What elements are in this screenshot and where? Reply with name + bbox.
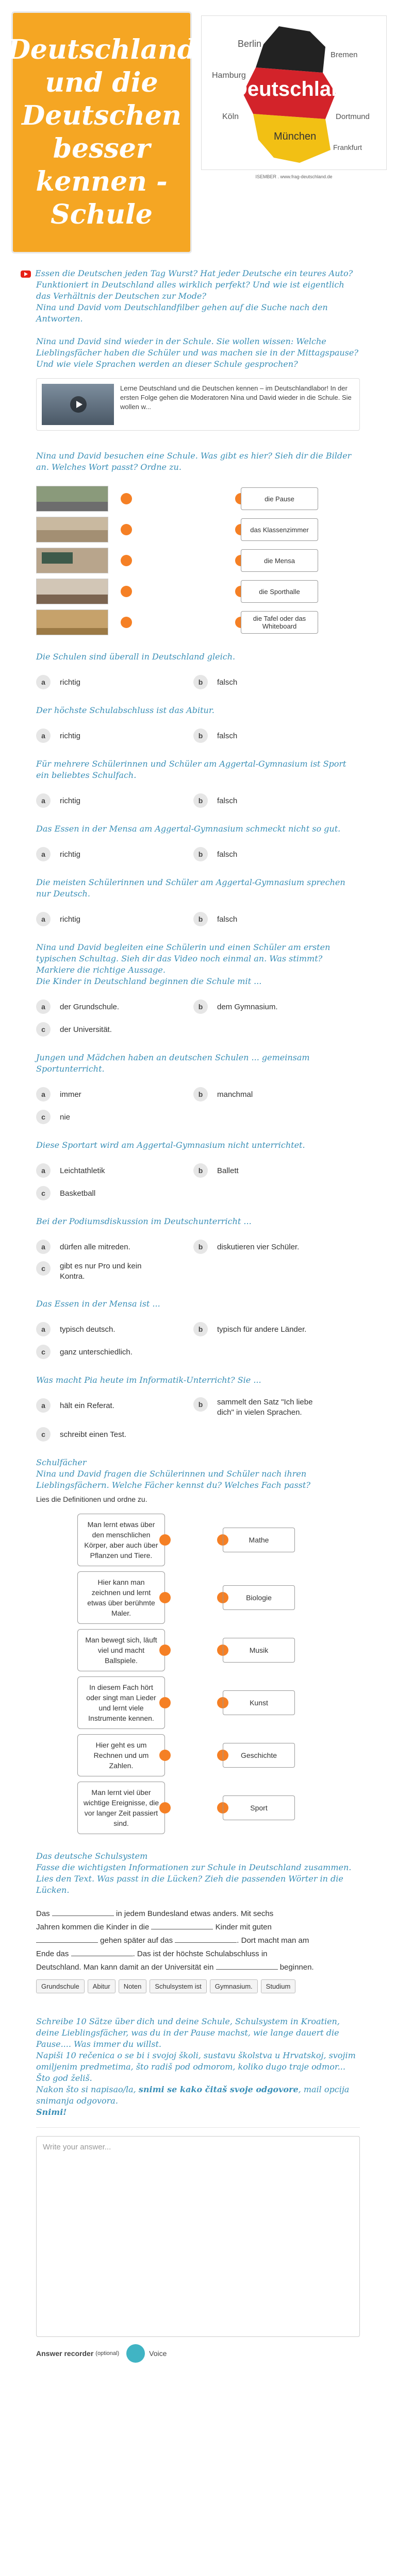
question-instruction: Nina und David begleiten eine Schülerin und einen Schüler am ersten typischen Schultag. Sieh dir das Video noch einmal an. Was stimmt? Markiere die richtige Aussage.	[36, 942, 331, 975]
option-c[interactable]	[36, 1341, 193, 1363]
option-text: dürfen alle mitreden.	[60, 1242, 130, 1251]
question-prompt: Diese Sportart wird am Aggertal-Gymnasium nicht unterrichtet.	[36, 1140, 305, 1150]
option-text: falsch	[217, 914, 238, 924]
writing-note-bold: snimi se kako čitaš svoje odgovore	[138, 2084, 299, 2094]
connector-dot[interactable]	[159, 1534, 171, 1546]
answer-option[interactable]: die Pause	[241, 487, 318, 510]
answer-recorder	[36, 2344, 360, 2363]
option-b[interactable]	[193, 1235, 351, 1258]
cloze-fragment: Kinder mit guten	[215, 1923, 272, 1931]
definition-row	[36, 1734, 360, 1776]
cloze-heading: Das deutsche Schulsystem	[36, 1851, 148, 1861]
definition-box[interactable]: Hier geht es um Rechnen und um Zahlen.	[77, 1734, 165, 1776]
option-letter: b	[193, 1087, 208, 1101]
option-letter: a	[36, 793, 51, 808]
question-prompt: Was macht Pia heute im Informatik-Unterricht? Sie ...	[36, 1375, 261, 1385]
gap-slot[interactable]	[216, 1961, 278, 1970]
youtube-icon	[21, 270, 31, 278]
answer-option[interactable]: die Tafel oder das Whiteboard	[241, 611, 318, 634]
definition-box[interactable]: Hier kann man zeichnen und lernt etwas über berühmte Maler.	[77, 1571, 165, 1624]
question-6	[0, 942, 396, 1041]
connector-dot[interactable]	[121, 555, 132, 566]
option-letter: b	[193, 793, 208, 808]
option-letter: a	[36, 1322, 51, 1336]
subject-option[interactable]: Geschichte	[223, 1743, 295, 1768]
title-card	[7, 11, 196, 253]
option-letter: a	[36, 675, 51, 689]
option-text: richtig	[60, 914, 81, 924]
question-11	[0, 1375, 396, 1446]
option-c[interactable]	[36, 1106, 193, 1128]
video-thumbnail[interactable]	[42, 384, 114, 425]
canteen-photo	[36, 579, 108, 604]
option-a[interactable]	[36, 1318, 193, 1341]
option-letter: b	[193, 1163, 208, 1178]
writing-question	[0, 2016, 396, 2363]
match-row	[36, 485, 360, 512]
option-letter: b	[193, 728, 208, 743]
cloze-fragment: beginnen.	[279, 1963, 314, 1972]
connector-dot[interactable]	[159, 1592, 171, 1603]
question-1	[0, 651, 396, 693]
image-credit: ISEMBER . www.frag-deutschland.de	[255, 174, 333, 179]
writing-note: Nakon što si napisao/la,	[36, 2084, 139, 2094]
question-9	[0, 1216, 396, 1287]
answer-option[interactable]: das Klassenzimmer	[241, 518, 318, 541]
intro-task: Nina und David vom Deutschlandfilber gehen auf die Suche nach den Antworten.	[36, 302, 328, 324]
word-cloud-main-word: Deutschland	[232, 78, 357, 100]
draggable-word[interactable]: Grundschule	[36, 1979, 85, 1993]
germany-word-cloud-image	[201, 15, 387, 170]
option-letter: c	[36, 1022, 51, 1037]
option-letter: a	[36, 912, 51, 926]
classroom-photo	[36, 548, 108, 573]
word-cloud-word: Bremen	[331, 50, 358, 59]
subject-option[interactable]: Kunst	[223, 1690, 295, 1715]
option-text: richtig	[60, 850, 81, 859]
question-prompt: Der höchste Schulabschluss ist das Abitur.	[36, 705, 214, 715]
option-text: Leichtathletik	[60, 1166, 105, 1175]
option-text: falsch	[217, 796, 238, 805]
connector-dot[interactable]	[121, 493, 132, 504]
connector-dot[interactable]	[159, 1645, 171, 1656]
gap-slot[interactable]	[175, 1935, 237, 1943]
option-letter: b	[193, 847, 208, 861]
connector-dot[interactable]	[159, 1750, 171, 1761]
draggable-word[interactable]: Noten	[119, 1979, 147, 1993]
definition-box[interactable]: Man lernt viel über wichtige Ereignisse, die vor langer Zeit passiert sind.	[77, 1782, 165, 1834]
cloze-text	[36, 1907, 360, 1974]
subjects-heading: Schulfächer	[36, 1458, 87, 1467]
definition-row	[36, 1514, 360, 1566]
word-cloud-word: Köln	[222, 112, 239, 121]
voice-label: Voice	[149, 2349, 167, 2358]
option-b[interactable]	[193, 1159, 351, 1182]
option-text: dem Gymnasium.	[217, 1002, 278, 1011]
header	[0, 0, 396, 268]
writing-instruction-croatian: Napiši 10 rečenica o se bi i svojoj školi, sustavu školstva u Hrvatskoj, svojim omiljenim predmetima, što radiš pod odmorom, koliko dugo traje odmor... Što god želiš.	[36, 2050, 356, 2083]
cloze-fragment: in jedem Bundesland etwas anders. Mit sechs	[116, 1909, 274, 1918]
option-letter: b	[193, 1322, 208, 1336]
gap-slot[interactable]	[52, 1908, 114, 1916]
writing-instruction: Schreibe 10 Sätze über dich und deine Schule, Schulsystem in Kroatien, deine Lieblingsfächer, was du in der Pause machst, wie lange dauert die Pause.... Was immer du willst.	[36, 2016, 340, 2049]
option-text: falsch	[217, 731, 238, 740]
cloze-instruction: Fasse die wichtigsten Informationen zur Schule in Deutschland zusammen. Lies den Text. Was passt in die Lücken? Zieh die passenden Wörter in die Lücken.	[36, 1862, 352, 1895]
option-a[interactable]	[36, 1083, 193, 1106]
microphone-icon[interactable]	[126, 2344, 145, 2363]
option-c[interactable]	[36, 1423, 193, 1446]
option-b[interactable]	[193, 1318, 351, 1341]
option-text: sammelt den Satz "Ich liebe dich" in vielen Sprachen.	[217, 1398, 313, 1417]
schoolyard-photo	[36, 486, 108, 512]
option-text: richtig	[60, 796, 81, 805]
question-3	[0, 758, 396, 812]
option-text: immer	[60, 1090, 81, 1099]
play-icon[interactable]	[70, 396, 87, 413]
definition-row	[36, 1571, 360, 1624]
option-text: richtig	[60, 731, 81, 740]
definition-box[interactable]: Man lernt etwas über den menschlichen Körper, aber auch über Pflanzen und Tiere.	[77, 1514, 165, 1566]
option-a[interactable]	[36, 995, 193, 1018]
option-a[interactable]	[36, 724, 193, 747]
option-text: Ballett	[217, 1166, 239, 1175]
question-prompt: Die Kinder in Deutschland beginnen die Schule mit ...	[36, 976, 262, 986]
option-b[interactable]	[193, 843, 351, 866]
draggable-word[interactable]: Studium	[261, 1979, 296, 1993]
match-images-question	[0, 450, 396, 636]
option-letter: a	[36, 847, 51, 861]
option-a[interactable]	[36, 789, 193, 812]
answer-option[interactable]: die Mensa	[241, 549, 318, 572]
option-letter: a	[36, 1240, 51, 1254]
option-text: schreibt einen Test.	[60, 1430, 126, 1439]
option-text: der Grundschule.	[60, 1002, 120, 1011]
question-7	[0, 1052, 396, 1128]
option-text: manchmal	[217, 1090, 253, 1099]
intro-section	[0, 268, 396, 325]
option-letter: b	[193, 999, 208, 1014]
connector-dot[interactable]	[121, 617, 132, 628]
option-b[interactable]	[193, 908, 351, 930]
video-section	[0, 336, 396, 431]
option-c[interactable]	[36, 1182, 193, 1205]
word-bank	[36, 1979, 360, 1993]
subject-option[interactable]: Biologie	[223, 1585, 295, 1610]
cloze-fragment: . Dort macht man am	[237, 1936, 309, 1945]
question-8	[0, 1140, 396, 1205]
word-cloud-word: Frankfurt	[333, 143, 362, 151]
option-a[interactable]	[36, 908, 193, 930]
cloze-fragment: . Das ist der höchste Schulabschluss in	[133, 1950, 268, 1958]
gap-slot[interactable]	[36, 1935, 98, 1943]
option-text: diskutieren vier Schüler.	[217, 1242, 300, 1251]
option-letter: a	[36, 999, 51, 1014]
option-b[interactable]	[193, 1394, 351, 1423]
option-text: Basketball	[60, 1189, 96, 1198]
option-a[interactable]	[36, 671, 193, 693]
option-a[interactable]	[36, 1394, 193, 1417]
definition-box[interactable]: In diesem Fach hört oder singt man Lieder und lernt viele Instrumente kennen.	[77, 1676, 165, 1729]
option-text: gibt es nur Pro und kein Kontra.	[60, 1262, 142, 1281]
option-text: hält ein Referat.	[60, 1401, 114, 1410]
option-text: richtig	[60, 677, 81, 687]
word-cloud-word: Dortmund	[336, 112, 370, 121]
question-4	[0, 823, 396, 866]
option-a[interactable]	[36, 1159, 193, 1182]
question-10	[0, 1298, 396, 1363]
subject-option[interactable]: Sport	[223, 1795, 295, 1820]
option-letter: b	[193, 1397, 208, 1412]
option-a[interactable]	[36, 1235, 193, 1258]
connector-dot[interactable]	[159, 1697, 171, 1708]
match-row	[36, 547, 360, 574]
option-letter: c	[36, 1186, 51, 1200]
option-letter: a	[36, 728, 51, 743]
recorder-label: Answer recorder	[36, 2349, 94, 2358]
recorder-optional: (optional)	[95, 2350, 120, 2357]
definition-row	[36, 1676, 360, 1729]
cloze-fragment: Das	[36, 1909, 50, 1918]
gym-photo	[36, 609, 108, 635]
word-cloud-word: Berlin	[238, 39, 262, 49]
hall-photo	[36, 517, 108, 543]
draggable-word[interactable]: Schulsystem ist	[150, 1979, 206, 1993]
cloze-fragment: gehen später auf das	[100, 1936, 173, 1945]
writing-closing: Snimi!	[36, 2107, 67, 2117]
video-description: Lerne Deutschland und die Deutschen kennen – im Deutschlandlabor! In der ersten Folge gehen die Moderatoren Nina und David wieder in die Schule. Sie wollen w...	[120, 384, 352, 411]
option-letter: b	[193, 1240, 208, 1254]
writing-note-end: , mail opcija snimanja odgovora.	[36, 2084, 350, 2106]
question-prompt: Die Schulen sind überall in Deutschland gleich.	[36, 652, 236, 662]
subjects-instruction: Nina und David fragen die Schülerinnen und Schüler nach ihren Lieblingsfächern. Welche Fächer kennst du? Welches Fach passt?	[36, 1469, 310, 1490]
question-prompt: Bei der Podiumsdiskussion im Deutschunterricht ...	[36, 1216, 252, 1226]
option-text: ganz unterschiedlich.	[60, 1347, 133, 1357]
option-c[interactable]	[36, 1018, 193, 1041]
match-images-instruction: Nina und David besuchen eine Schule. Was gibt es hier? Sieh dir die Bilder an. Welches Wort passt? Ordne zu.	[36, 451, 352, 472]
option-c[interactable]	[36, 1258, 193, 1287]
option-text: typisch deutsch.	[60, 1325, 116, 1334]
subjects-sub: Lies die Definitionen und ordne zu.	[36, 1495, 147, 1503]
match-row	[36, 516, 360, 543]
draggable-word[interactable]: Abitur	[88, 1979, 116, 1993]
video-instruction: Nina und David sind wieder in der Schule. Sie wollen wissen: Welche Lieblingsfächer haben die Schüler und was machen sie in der Mittagspause? Und wie viele Sprachen werden an dieser Schule gesprochen?	[36, 336, 358, 369]
gap-slot[interactable]	[71, 1948, 133, 1956]
option-b[interactable]	[193, 724, 351, 747]
option-letter: c	[36, 1261, 51, 1276]
intro-question: Essen die Deutschen jeden Tag Wurst? Hat jeder Deutsche ein teures Auto? Funktioniert in Deutschland alles wirklich perfekt? Und wie ist eigentlich das Verhältnis der Deutschen zur Mode?	[35, 268, 353, 301]
word-cloud-word: München	[274, 131, 317, 142]
option-b[interactable]	[193, 789, 351, 812]
subject-option[interactable]: Musik	[223, 1638, 295, 1663]
question-prompt: Jungen und Mädchen haben an deutschen Schulen ... gemeinsam Sportunterricht.	[36, 1053, 310, 1074]
match-row	[36, 609, 360, 636]
question-2	[0, 705, 396, 747]
option-letter: b	[193, 912, 208, 926]
subject-option[interactable]: Mathe	[223, 1528, 295, 1552]
question-prompt: Für mehrere Schülerinnen und Schüler am Aggertal-Gymnasium ist Sport ein beliebtes Schulfach.	[36, 759, 346, 780]
option-b[interactable]	[193, 671, 351, 693]
definition-row	[36, 1629, 360, 1671]
option-letter: c	[36, 1110, 51, 1124]
definition-box[interactable]: Man bewegt sich, läuft viel und macht Ballspiele.	[77, 1629, 165, 1671]
option-letter: a	[36, 1163, 51, 1178]
question-prompt: Das Essen in der Mensa ist ...	[36, 1299, 160, 1309]
option-letter: a	[36, 1087, 51, 1101]
match-row	[36, 578, 360, 605]
option-text: falsch	[217, 677, 238, 687]
option-text: falsch	[217, 850, 238, 859]
question-prompt: Das Essen in der Mensa am Aggertal-Gymnasium schmeckt nicht so gut.	[36, 824, 341, 834]
draggable-word[interactable]: Gymnasium.	[210, 1979, 258, 1993]
cloze-question	[0, 1851, 396, 1993]
page-title: Deutschland und die Deutschen besser kennen - Schule	[7, 34, 196, 230]
cloze-fragment: Jahren kommen die Kinder in die	[36, 1923, 150, 1931]
option-text: der Universität.	[60, 1025, 112, 1034]
option-a[interactable]	[36, 843, 193, 866]
definition-row	[36, 1782, 360, 1834]
question-5	[0, 877, 396, 930]
connector-dot[interactable]	[159, 1802, 171, 1814]
gap-slot[interactable]	[151, 1921, 213, 1929]
option-b[interactable]	[193, 1083, 351, 1106]
connector-dot[interactable]	[121, 524, 132, 535]
option-letter: c	[36, 1345, 51, 1359]
answer-option[interactable]: die Sporthalle	[241, 580, 318, 603]
option-text: typisch für andere Länder.	[217, 1325, 307, 1334]
question-prompt: Die meisten Schülerinnen und Schüler am Aggertal-Gymnasium sprechen nur Deutsch.	[36, 877, 345, 899]
option-letter: b	[193, 675, 208, 689]
option-b[interactable]	[193, 995, 351, 1018]
cloze-fragment: Deutschland. Man kann damit an der Universität ein	[36, 1963, 214, 1972]
cloze-fragment: Ende das	[36, 1950, 69, 1958]
answer-textarea[interactable]: Write your answer...	[36, 2136, 360, 2337]
video-embed[interactable]	[36, 378, 360, 431]
connector-dot[interactable]	[121, 586, 132, 597]
subjects-question	[0, 1457, 396, 1834]
option-letter: c	[36, 1427, 51, 1442]
word-cloud-word: Hamburg	[212, 71, 246, 80]
option-text: nie	[60, 1112, 71, 1122]
option-letter: a	[36, 1398, 51, 1413]
